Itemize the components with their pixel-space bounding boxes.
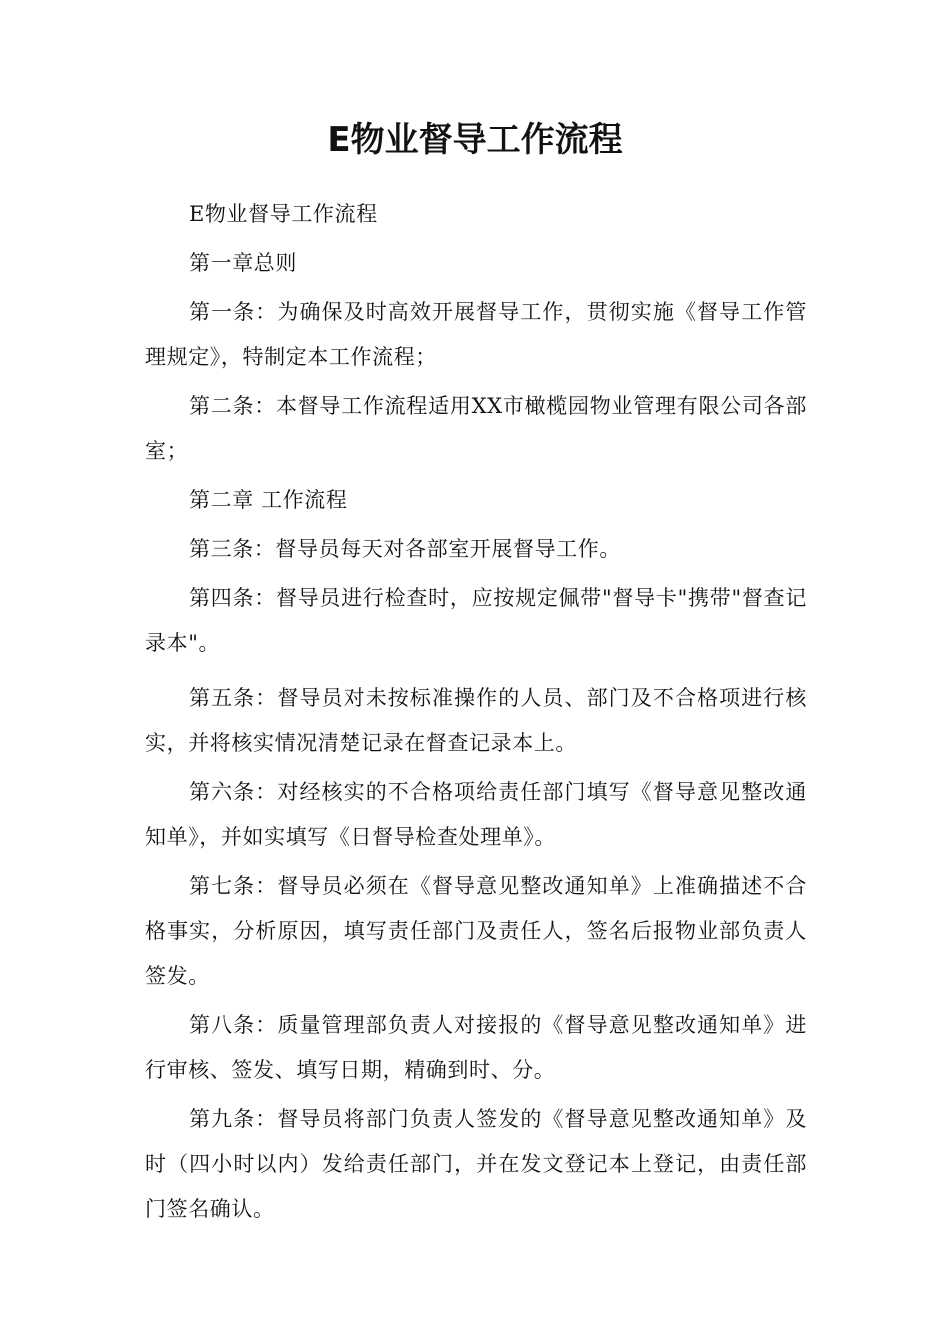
paragraph-article-7: 第七条：督导员必须在《督导意见整改通知单》上准确描述不合格事实，分析原因，填写责任部门及责任人，签名后报物业部负责人签发。 — [145, 874, 807, 988]
document-body — [145, 192, 807, 1236]
paragraph-subtitle: E物业督导工作流程 — [189, 202, 378, 226]
paragraph-article-9: 第九条：督导员将部门负责人签发的《督导意见整改通知单》及时（四小时以内）发给责任部门，并在发文登记本上登记，由责任部门签名确认。 — [145, 1107, 807, 1221]
document-title: E物业督导工作流程 — [327, 120, 623, 160]
paragraph-article-3: 第三条：督导员每天对各部室开展督导工作。 — [189, 537, 621, 561]
paragraph-article-8: 第八条：质量管理部负责人对接报的《督导意见整改通知单》进行审核、签发、填写日期，精确到时、分。 — [145, 1013, 807, 1082]
paragraph-article-1: 第一条：为确保及时高效开展督导工作，贯彻实施《督导工作管理规定》，特制定本工作流程； — [145, 300, 807, 369]
paragraph-article-2: 第二条：本督导工作流程适用XX市橄榄园物业管理有限公司各部室； — [145, 394, 807, 463]
paragraph-article-4: 第四条：督导员进行检查时，应按规定佩带"督导卡"携带"督查记录本"。 — [145, 586, 807, 655]
paragraph-chapter-1: 第一章总则 — [189, 251, 297, 275]
paragraph-article-6: 第六条：对经核实的不合格项给责任部门填写《督导意见整改通知单》，并如实填写《日督导检查处理单》。 — [145, 780, 807, 849]
paragraph-article-5: 第五条：督导员对未按标准操作的人员、部门及不合格项进行核实，并将核实情况清楚记录在督查记录本上。 — [145, 686, 807, 755]
paragraph-chapter-2: 第二章 工作流程 — [189, 488, 348, 512]
